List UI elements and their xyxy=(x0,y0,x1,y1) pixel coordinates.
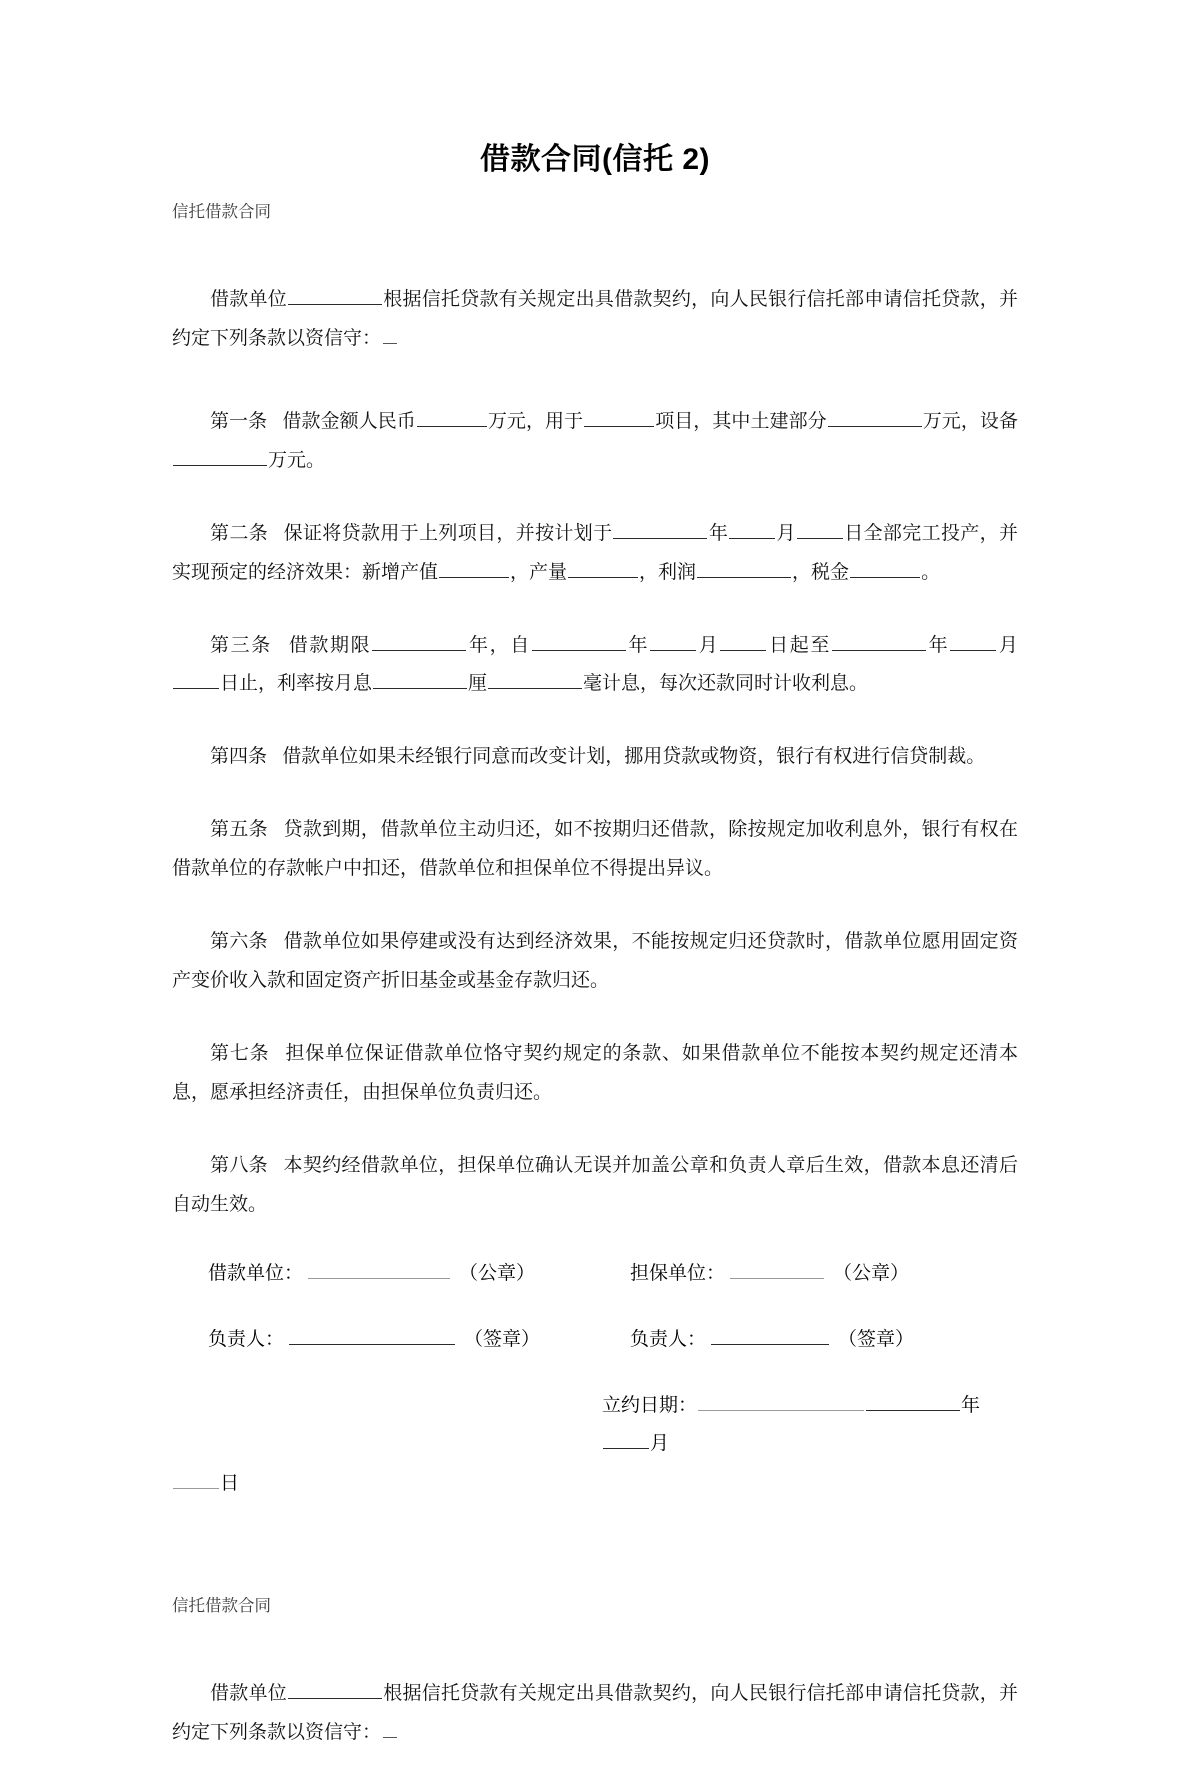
signature-row-representatives xyxy=(172,1321,1018,1359)
article-2-seg-0: 保证将贷款用于上列项目，并按计划于 xyxy=(283,522,613,544)
article-6-label: 第六条 xyxy=(210,931,269,953)
footer-intro-lead: 借款单位 xyxy=(210,1683,287,1705)
article-3 xyxy=(172,627,1018,705)
blank-date-day xyxy=(173,1468,219,1489)
footer-intro-paragraph xyxy=(172,1675,1018,1753)
article-8-label: 第八条 xyxy=(210,1154,269,1176)
blank-completion-year xyxy=(613,518,707,539)
article-2-seg-3: 日全部完工投产，并实现预定的经济效果：新增产值 xyxy=(172,522,1018,583)
blank-start-year xyxy=(532,630,626,651)
guarantor-unit-seal-note: （公章） xyxy=(833,1262,910,1284)
spacer xyxy=(172,722,1018,738)
article-3-seg-1: 年，自 xyxy=(467,634,531,656)
article-3-seg-2: 年 xyxy=(626,634,650,656)
spacer xyxy=(172,907,1018,923)
article-3-seg-7: 日止，利率按月息 xyxy=(220,673,373,695)
spacer xyxy=(172,1019,1018,1035)
spacer xyxy=(172,1619,1018,1675)
blank-term-years xyxy=(372,630,466,651)
blank-date-year xyxy=(866,1390,960,1411)
blank-end-year xyxy=(832,630,926,651)
blank-profit xyxy=(697,557,791,578)
borrower-unit-label: 借款单位： xyxy=(208,1262,304,1284)
borrower-rep-field xyxy=(172,1321,624,1359)
borrower-rep-label: 负责人： xyxy=(208,1328,285,1350)
article-1-seg-1: 万元，用于 xyxy=(487,410,584,432)
page-title: 借款合同(信托 2) xyxy=(480,143,710,176)
guarantor-unit-field xyxy=(624,1255,909,1293)
article-2-seg-2: 月 xyxy=(776,522,796,544)
contract-date-month-unit: 月 xyxy=(650,1432,670,1454)
borrower-rep-seal-note: （签章） xyxy=(464,1328,541,1350)
spacer xyxy=(172,225,1018,281)
section-heading-top: 信托借款合同 xyxy=(172,202,271,221)
blank-project xyxy=(584,406,654,427)
article-7-label: 第七条 xyxy=(210,1043,270,1065)
intro-rest: 根据信托贷款有关规定出具借款契约，向人民银行信托部申请信托贷款，并约定下列条款以资信守： xyxy=(172,288,1018,349)
footer-intro-rest: 根据信托贷款有关规定出具借款契约，向人民银行信托部申请信托贷款，并约定下列条款以资信守： xyxy=(172,1683,1018,1744)
blank-start-day xyxy=(720,630,766,651)
article-2-label: 第二条 xyxy=(210,522,269,544)
blank-rate-li xyxy=(373,669,467,690)
contract-date-day-unit: 日 xyxy=(220,1472,240,1494)
blank-tax xyxy=(850,557,920,578)
article-3-seg-4: 日起至 xyxy=(767,634,831,656)
article-1 xyxy=(172,403,1018,481)
article-5-text: 贷款到期，借款单位主动归还，如不按期归还借款，除按规定加收利息外，银行有权在借款单位的存款帐户中扣还，借款单位和担保单位不得提出异议。 xyxy=(172,819,1018,880)
guarantor-rep-seal-note: （签章） xyxy=(838,1328,915,1350)
contract-date-row xyxy=(172,1387,1018,1463)
article-4-label: 第四条 xyxy=(210,746,268,768)
spacer xyxy=(172,1387,602,1463)
article-1-seg-0: 借款金额人民币 xyxy=(282,410,416,432)
article-3-seg-8: 厘 xyxy=(468,673,488,695)
article-2-seg-4: ，产量 xyxy=(510,561,568,583)
article-2-seg-5: ，利润 xyxy=(639,561,697,583)
article-4 xyxy=(172,738,1018,777)
article-8-text: 本契约经借款单位，担保单位确认无误并加盖公章和负责人章后生效，借款本息还清后自动生效。 xyxy=(172,1154,1018,1215)
blank-start-month xyxy=(650,630,696,651)
blank-date-month xyxy=(603,1428,649,1449)
signature-block xyxy=(172,1255,1018,1503)
article-2-seg-7: 。 xyxy=(921,561,941,583)
spacer xyxy=(172,499,1018,515)
article-2-seg-1: 年 xyxy=(708,522,729,544)
blank-borrower-unit xyxy=(288,284,382,305)
article-1-seg-4: 万元。 xyxy=(268,449,326,471)
article-3-label: 第三条 xyxy=(210,634,272,656)
article-3-seg-3: 月 xyxy=(697,634,720,656)
article-3-seg-5: 年 xyxy=(927,634,950,656)
blank-trailing-footer xyxy=(383,1719,397,1738)
contract-date-day-wrap xyxy=(172,1465,1018,1503)
article-7 xyxy=(172,1035,1018,1113)
intro-paragraph xyxy=(172,281,1018,359)
article-1-seg-3: 万元，设备 xyxy=(922,410,1018,432)
blank-guarantor-unit-sign xyxy=(730,1258,824,1279)
blank-completion-day xyxy=(797,518,843,539)
blank-borrower-unit-sign xyxy=(308,1258,450,1279)
blank-production xyxy=(568,557,638,578)
article-3-seg-9: 毫计息，每次还款同时计收利息。 xyxy=(583,673,869,695)
article-1-label: 第一条 xyxy=(210,410,268,432)
guarantor-unit-label: 担保单位： xyxy=(630,1262,726,1284)
article-3-seg-0: 借款期限 xyxy=(288,634,372,656)
blank-end-month xyxy=(950,630,996,651)
article-4-text: 借款单位如果未经银行同意而改变计划，挪用贷款或物资，银行有权进行信贷制裁。 xyxy=(282,746,986,768)
spacer xyxy=(172,377,1018,403)
borrower-unit-seal-note: （公章） xyxy=(459,1262,536,1284)
contract-date-label: 立约日期： xyxy=(602,1394,698,1416)
blank-date-a xyxy=(698,1390,864,1411)
article-2 xyxy=(172,515,1018,593)
spacer xyxy=(172,1503,1018,1543)
article-3-seg-6: 月 xyxy=(997,634,1018,656)
blank-borrower-rep-sign xyxy=(289,1324,455,1345)
signature-row-units xyxy=(172,1255,1018,1293)
article-1-seg-2: 项目，其中土建部分 xyxy=(655,410,827,432)
article-2-seg-6: ，税金 xyxy=(792,561,850,583)
blank-equipment xyxy=(173,445,267,466)
spacer xyxy=(172,1131,1018,1147)
intro-lead: 借款单位 xyxy=(210,288,287,310)
borrower-unit-field xyxy=(172,1255,624,1293)
guarantor-rep-label: 负责人： xyxy=(630,1328,707,1350)
article-7-text: 担保单位保证借款单位恪守契约规定的条款、如果借款单位不能按本契约规定还清本息，愿承担经济责任，由担保单位负责归还。 xyxy=(172,1043,1018,1104)
article-5 xyxy=(172,811,1018,889)
blank-civil-works xyxy=(828,406,922,427)
blank-borrower-unit-footer xyxy=(288,1678,382,1699)
contract-date-field xyxy=(602,1387,1018,1463)
contract-date-year-unit: 年 xyxy=(961,1394,981,1416)
article-8 xyxy=(172,1147,1018,1225)
section-heading-bottom: 信托借款合同 xyxy=(172,1596,271,1615)
spacer xyxy=(172,795,1018,811)
blank-amount xyxy=(417,406,487,427)
document-content xyxy=(172,0,1018,1753)
article-5-label: 第五条 xyxy=(210,819,269,841)
blank-added-output xyxy=(439,557,509,578)
blank-rate-hao xyxy=(488,669,582,690)
blank-guarantor-rep-sign xyxy=(711,1324,829,1345)
blank-end-day xyxy=(173,669,219,690)
blank-completion-month xyxy=(729,518,775,539)
guarantor-rep-field xyxy=(624,1321,914,1359)
blank-trailing xyxy=(383,325,397,344)
article-6 xyxy=(172,923,1018,1001)
spacer xyxy=(172,611,1018,627)
article-6-text: 借款单位如果停建或没有达到经济效果，不能按规定归还贷款时，借款单位愿用固定资产变价收入款和固定资产折旧基金或基金存款归还。 xyxy=(172,931,1018,992)
